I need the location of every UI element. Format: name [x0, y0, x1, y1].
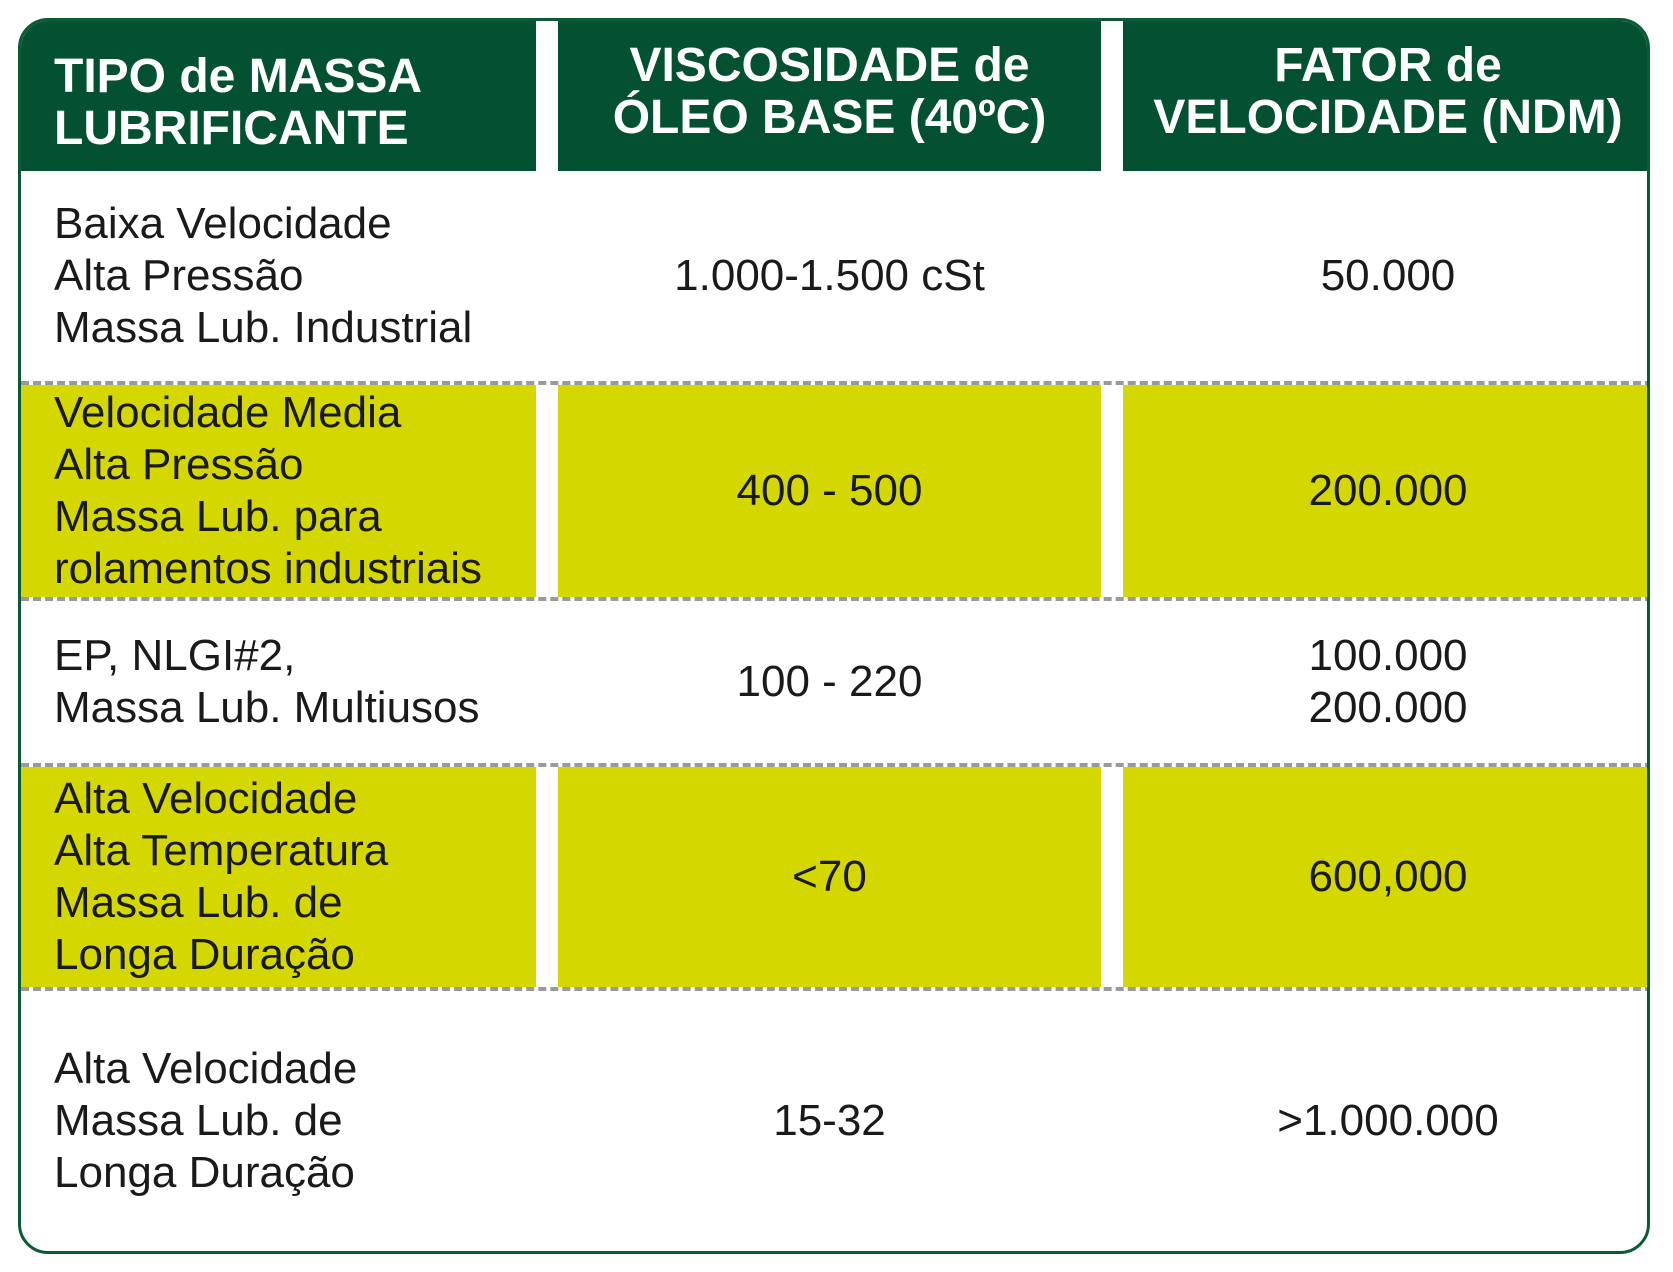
header-grease-type-label: TIPO de MASSA LUBRIFICANTE: [54, 50, 423, 155]
viscosity-text: 15-32: [773, 1096, 886, 1145]
header-base-oil-viscosity: [558, 21, 1101, 171]
table-row: [21, 767, 1650, 987]
viscosity-cell: [558, 385, 1101, 597]
lubricant-table: [18, 18, 1650, 1254]
header-speed-factor-label: FATOR de VELOCIDADE (NDM): [1153, 39, 1623, 144]
viscosity-text: 100 - 220: [736, 657, 923, 706]
header-base-oil-viscosity-label: VISCOSIDADE de ÓLEO BASE (40ºC): [612, 39, 1047, 144]
speed-factor-text: >1.000.000: [1277, 1096, 1499, 1145]
viscosity-text: 400 - 500: [736, 466, 923, 515]
table-row: [21, 991, 1650, 1251]
speed-factor-text: 600,000: [1308, 852, 1468, 901]
header-grease-type: [21, 21, 536, 171]
speed-factor-text: 100.000 200.000: [1308, 631, 1468, 732]
viscosity-text: <70: [792, 852, 867, 901]
grease-type-text: Baixa Velocidade Alta Pressão Massa Lub. Industrial: [54, 199, 473, 352]
header-speed-factor: [1123, 21, 1650, 171]
speed-factor-cell: [1123, 767, 1650, 987]
viscosity-cell: [558, 171, 1101, 381]
table-row: [21, 171, 1650, 381]
grease-type-cell: [21, 767, 536, 987]
grease-type-cell: [21, 385, 536, 597]
grease-type-text: EP, NLGI#2, Massa Lub. Multiusos: [54, 631, 480, 732]
grease-type-cell: [21, 991, 536, 1251]
viscosity-cell: [558, 991, 1101, 1251]
viscosity-text: 1.000-1.500 cSt: [674, 251, 985, 300]
speed-factor-text: 50.000: [1320, 251, 1456, 300]
speed-factor-cell: [1123, 991, 1650, 1251]
speed-factor-text: 200.000: [1308, 466, 1468, 515]
grease-type-cell: [21, 171, 536, 381]
grease-type-text: Alta Velocidade Alta Temperatura Massa Lub. de Longa Duração: [54, 774, 389, 979]
grease-type-cell: [21, 601, 536, 763]
viscosity-cell: [558, 767, 1101, 987]
grease-type-text: Alta Velocidade Massa Lub. de Longa Duração: [54, 1044, 358, 1197]
grease-type-text: Velocidade Media Alta Pressão Massa Lub. para rolamentos industriais: [54, 388, 482, 593]
speed-factor-cell: [1123, 171, 1650, 381]
speed-factor-cell: [1123, 601, 1650, 763]
speed-factor-cell: [1123, 385, 1650, 597]
table-row: [21, 601, 1650, 763]
viscosity-cell: [558, 601, 1101, 763]
table-row: [21, 385, 1650, 597]
